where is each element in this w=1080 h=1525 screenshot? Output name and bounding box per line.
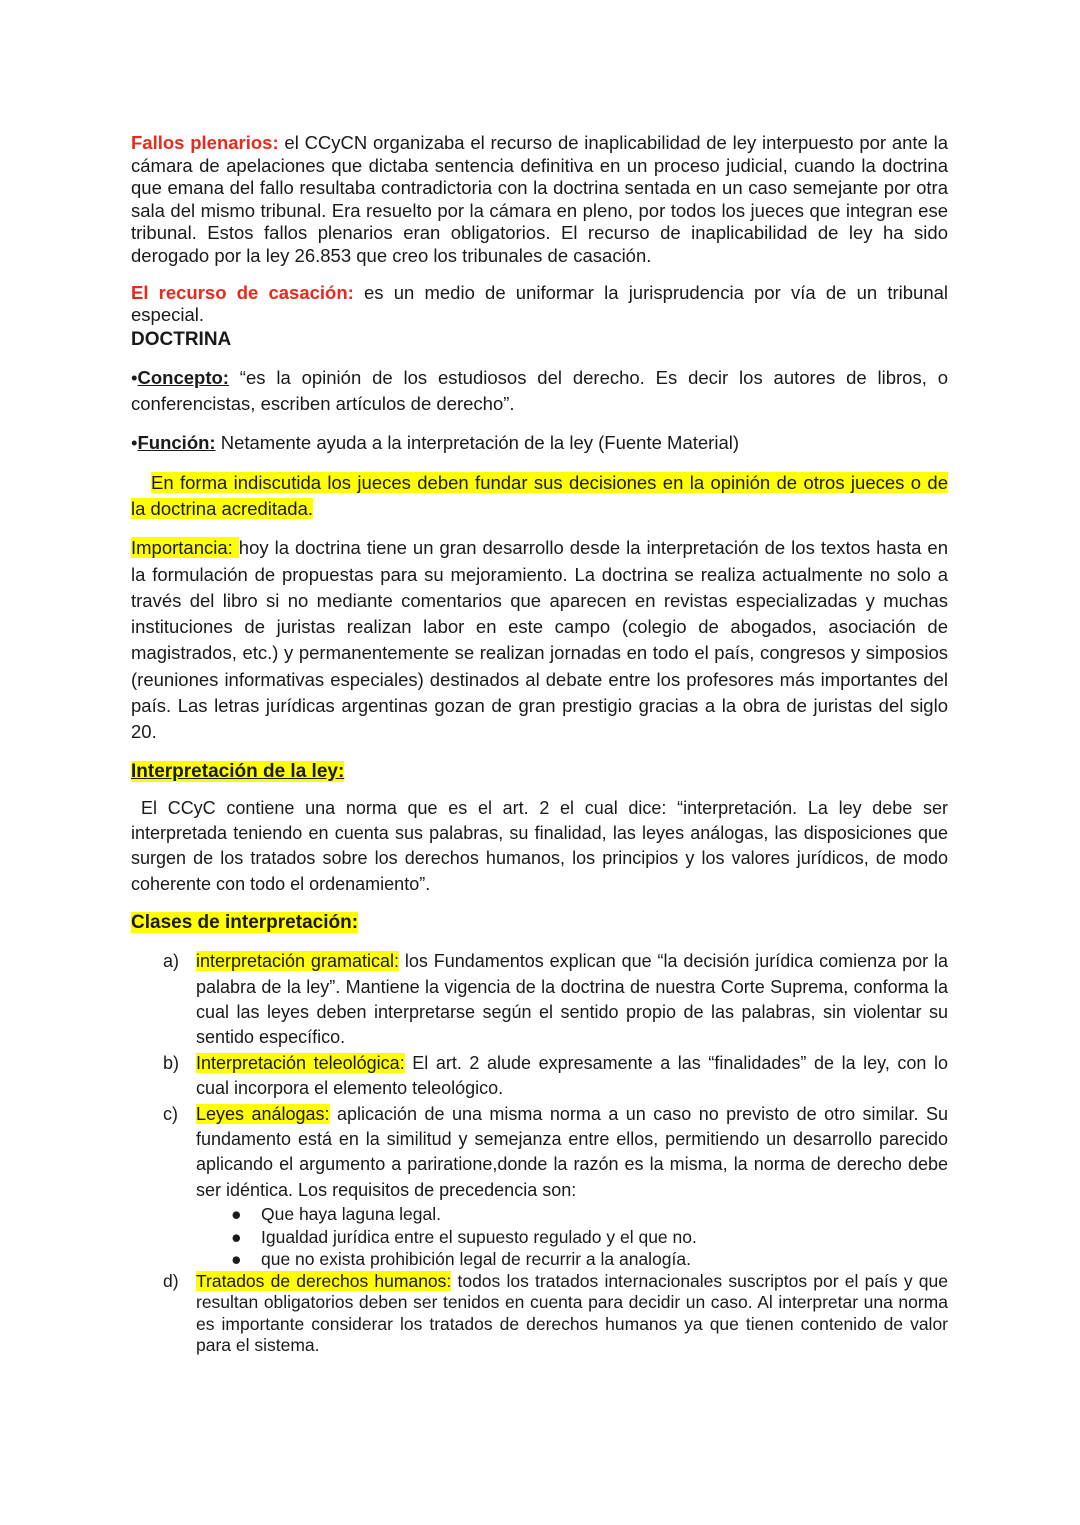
requisito-item bbox=[196, 1248, 948, 1270]
bullet-icon: ● bbox=[231, 1226, 242, 1247]
clase-label: Tratados de derechos humanos: bbox=[196, 1270, 452, 1291]
interpretacion-paragraph bbox=[131, 796, 948, 898]
requisitos-list bbox=[196, 1203, 948, 1270]
recurso-casacion-paragraph bbox=[131, 282, 948, 327]
importancia-label: Importancia: bbox=[131, 537, 239, 559]
clase-text: todos los tratados internacionales suscriptos por el país y que resultan obligatorios deben ser tenidos en cuenta para decidir un caso. Al interpretar una norma es importante considerar los tratados de derechos humanos ya que tienen contenido de valor para el sistema. bbox=[196, 1270, 948, 1356]
concepto-paragraph bbox=[131, 365, 948, 418]
funcion-text: Netamente ayuda a la interpretación de la ley (Fuente Material) bbox=[215, 432, 739, 454]
requisito-text: Que haya laguna legal. bbox=[261, 1204, 441, 1225]
clases-heading: Clases de interpretación: bbox=[131, 912, 359, 934]
clase-marker: d) bbox=[163, 1270, 179, 1291]
doctrina-highlight-text: En forma indiscutida los jueces deben fundar sus decisiones en la opinión de otros jueces o de la doctrina acreditada. bbox=[131, 471, 948, 519]
clase-item-tratados bbox=[131, 1271, 948, 1357]
bullet-icon: ● bbox=[231, 1204, 242, 1225]
clase-item-gramatical bbox=[131, 949, 948, 1051]
clase-marker: b) bbox=[163, 1052, 180, 1073]
funcion-label: Función: bbox=[137, 432, 216, 454]
concepto-bullet: • bbox=[131, 366, 138, 388]
clase-item-teleologica bbox=[131, 1051, 948, 1102]
interpretacion-heading: Interpretación de la ley: bbox=[131, 760, 345, 782]
clases-list bbox=[131, 949, 948, 1357]
fallos-plenarios-text: el CCyCN organizaba el recurso de inaplicabilidad de ley interpuesto por ante la cámara de apelaciones que dictaba sentencia definitiva en un proceso judicial, cuando la doctrina que emana del fallo resultaba contradictoria con la doctrina sentada en un caso semejante por otra sala del mismo tribunal. Era resuelto por la cámara en pleno, por todos los jueces que integran ese tribunal. Estos fallos plenarios eran obligatorios. El recurso de inaplicabilidad de ley ha sido derogado por la ley 26.853 que creo los tribunales de casación. bbox=[131, 132, 948, 266]
fallos-plenarios-paragraph bbox=[131, 132, 948, 268]
clase-marker: a) bbox=[163, 951, 180, 972]
clase-label: interpretación gramatical: bbox=[196, 951, 399, 972]
document-body bbox=[131, 131, 948, 1357]
doctrina-heading: DOCTRINA bbox=[131, 328, 232, 350]
requisito-item bbox=[196, 1226, 948, 1248]
clase-label: Leyes análogas: bbox=[196, 1103, 330, 1124]
funcion-bullet: • bbox=[131, 432, 138, 454]
interpretacion-heading-row bbox=[131, 760, 948, 784]
requisito-item bbox=[196, 1203, 948, 1225]
clase-text: los Fundamentos explican que “la decisión jurídica comienza por la palabra de la ley”. Mantiene la vigencia de la doctrina de nuestra Corte Suprema, conforma la cual las leyes deben interpretarse según el sentido propio de las palabras, sin violentar su sentido específico. bbox=[196, 951, 948, 1048]
doctrina-highlight-paragraph bbox=[131, 470, 948, 523]
fallos-plenarios-label: Fallos plenarios: bbox=[131, 132, 279, 153]
concepto-label: Concepto: bbox=[137, 366, 229, 388]
recurso-casacion-label: El recurso de casación: bbox=[131, 281, 354, 303]
funcion-paragraph bbox=[131, 430, 948, 456]
clase-marker: c) bbox=[163, 1103, 178, 1124]
requisito-text: que no exista prohibición legal de recurrir a la analogía. bbox=[261, 1249, 691, 1270]
clase-item-leyes-analogas bbox=[131, 1102, 948, 1271]
clase-text: El art. 2 alude expresamente a las “finalidades” de la ley, con lo cual incorpora el elemento teleológico. bbox=[196, 1052, 948, 1099]
requisito-text: Igualdad jurídica entre el supuesto regulado y el que no. bbox=[261, 1226, 697, 1247]
interpretacion-text: El CCyC contiene una norma que es el art. 2 el cual dice: “interpretación. La ley debe ser interpretada teniendo en cuenta sus palabras, su finalidad, las leyes análogas, las disposiciones que surgen de los tratados sobre los derechos humanos, los principios y los valores jurídicos, de modo coherente con todo el ordenamiento”. bbox=[131, 797, 948, 894]
clase-label: Interpretación teleológica: bbox=[196, 1052, 405, 1073]
bullet-icon: ● bbox=[231, 1249, 242, 1270]
importancia-paragraph bbox=[131, 535, 948, 745]
concepto-text: “es la opinión de los estudiosos del derecho. Es decir los autores de libros, o conferencistas, escriben artículos de derecho”. bbox=[131, 366, 948, 415]
importancia-text: hoy la doctrina tiene un gran desarrollo desde la interpretación de los textos hasta en la formulación de propuestas para su mejoramiento. La doctrina se realiza actualmente no solo a través del libro si no mediante comentarios que aparecen en revistas especializadas y muchas instituciones de juristas realizan labor en este campo (colegio de abogados, asociación de magistrados, etc.) y permanentemente se realizan jornadas en todo el país, congresos y simposios (reuniones informativas especiales) destinados al debate entre los profesores más importantes del país. Las letras jurídicas argentinas gozan de gran prestigio gracias a la obra de juristas del siglo 20. bbox=[131, 537, 948, 743]
clase-text: aplicación de una misma norma a un caso no previsto de otro similar. Su fundamento está en la similitud y semejanza entre ellos, permitiendo un desarrollo parecido aplicando el argumento a pariratione,donde la razón es la misma, la norma de derecho debe ser idéntica. Los requisitos de precedencia son: bbox=[196, 1103, 948, 1200]
recurso-casacion-text: es un medio de uniformar la jurisprudencia por vía de un tribunal especial. bbox=[131, 281, 949, 326]
clases-heading-row bbox=[131, 911, 948, 935]
